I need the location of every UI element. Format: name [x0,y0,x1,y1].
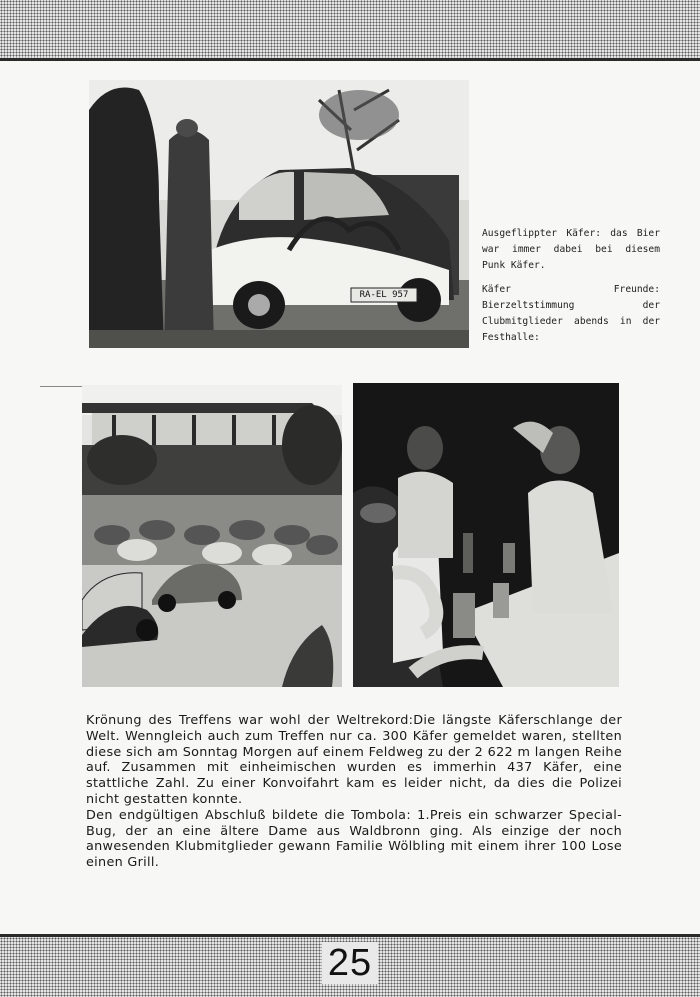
article-body [86,713,622,871]
photo-beetle-parking [82,385,342,687]
photo-captions [482,226,660,354]
photo-festival-hall [353,383,619,687]
caption-punk-beetle: Ausgeflippter Käfer: das Bier war immer dabei bei diesem Punk Käfer. [482,228,660,271]
photo-punk-beetle [89,80,469,348]
article-paragraph-weltrekord: Krönung des Treffens war wohl der Weltrekord:Die längste Käferschlange der Welt. Wenngleich auch zum Treffen nur ca. 300 Käfer gemeldet waren, stellten diese sich am Sonntag Morgen auf einem Feldweg zu der 2 622 m langen Reihe auf. Zusammen mit einheimischen wurden es immerhin 437 Käfer, eine stattliche Zahl. Zu einer Konvoifahrt kam es leider nicht, da dies die Polizei nicht gestatten konnte. [86,713,622,807]
article-paragraph-tombola: Den endgültigen Abschluß bildete die Tombola: 1.Preis ein schwarzer Special-Bug, der an eine ältere Dame aus Waldbronn ging. Als einzige der noch anwesenden Klubmitglieder gewann Familie Wölbling mit einem ihrer 100 Lose einen Grill. [86,807,622,871]
page-number: 25 [322,942,378,984]
license-plate-text: RA-EL 957 [359,290,409,300]
divider-line [40,386,82,387]
header-halftone-band [0,0,700,61]
page-number-container [0,940,700,986]
caption-club-friends: Käfer Freunde: Bierzeltstimmung der Clubmitglieder abends in der Festhalle: [482,284,660,343]
